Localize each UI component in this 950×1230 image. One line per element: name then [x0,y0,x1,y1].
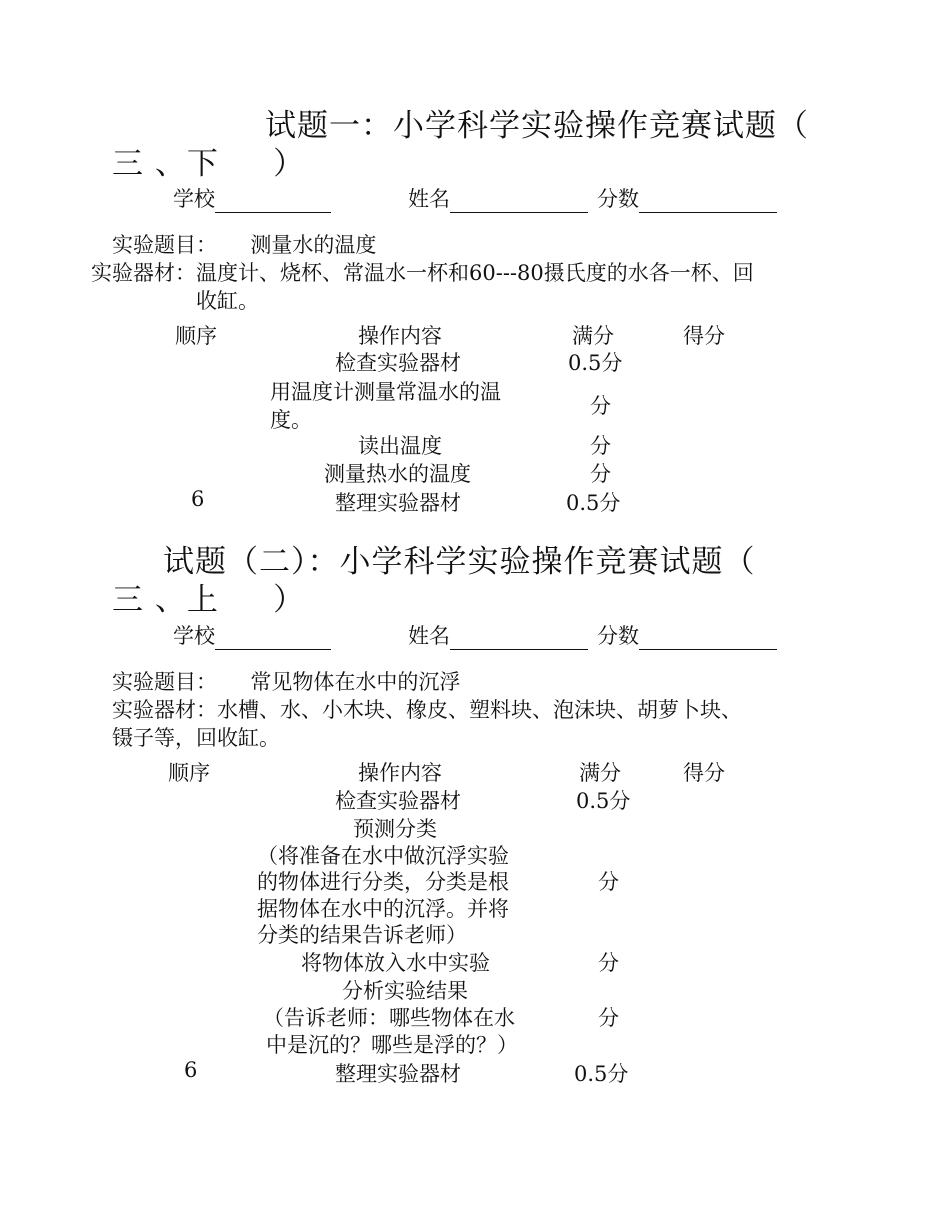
row-full-score: 0.5分 [566,491,621,515]
row-content-line4: 据物体在水中的沉浮。并将 [257,897,509,921]
row-content: 将物体放入水中实验 [301,951,490,975]
score-label: 分数 [597,624,639,648]
row-content: 检查实验器材 [335,351,461,375]
header-content: 操作内容 [358,761,442,785]
school-label: 学校 [173,187,215,211]
row-content-line3: 中是沉的？哪些是浮的？） [266,1033,518,1057]
name-field-2[interactable] [408,620,588,650]
section-1-title-line2: 三 、下 ） [112,146,306,182]
experiment-topic-1: 实验题目： 测量水的温度 [112,233,377,257]
row-full-score: 分 [598,870,619,894]
row-content: 整理实验器材 [335,491,461,515]
experiment-topic-2: 实验题目： 常见物体在水中的沉浮 [112,670,461,694]
name-blank[interactable] [450,188,588,213]
materials-line1-1: 实验器材：温度计、烧杯、常温水一杯和60---80摄氏度的水各一杯、回 [91,261,754,285]
row-content: 读出温度 [358,434,442,458]
row-full-score: 分 [590,462,611,486]
school-field-2[interactable] [173,620,331,650]
row-order: 6 [191,487,205,511]
section-1-title-line1: 试题一：小学科学实验操作竞赛试题（ [265,108,809,144]
school-label: 学校 [173,624,215,648]
row-full-score: 分 [598,951,619,975]
header-order: 顺序 [175,324,217,348]
row-full-score: 0.5分 [574,1062,629,1086]
section-2-title-line1: 试题（二）：小学科学实验操作竞赛试题（ [163,544,756,580]
score-field-1[interactable] [597,183,777,213]
score-blank[interactable] [639,188,777,213]
row-full-score: 分 [590,394,611,418]
name-field-1[interactable] [408,183,588,213]
row-full-score: 0.5分 [568,351,623,375]
row-content: 测量热水的温度 [324,462,471,486]
score-blank[interactable] [639,625,777,650]
row-content-line3: 的物体进行分类，分类是根 [257,870,509,894]
header-order: 顺序 [168,761,210,785]
name-label: 姓名 [408,187,450,211]
header-full-score: 满分 [572,324,614,348]
section-2-title-line2: 三 、上 ） [112,582,306,618]
header-full-score: 满分 [579,761,621,785]
header-got-score: 得分 [683,324,725,348]
row-content-line2: 度。 [270,408,312,432]
row-content: 检查实验器材 [335,789,461,813]
row-content-line1: 用温度计测量常温水的温 [270,380,501,404]
row-content-line1: 分析实验结果 [342,979,468,1003]
school-blank[interactable] [215,188,331,213]
score-field-2[interactable] [597,620,777,650]
row-content-line2: （告诉老师：哪些物体在水 [263,1006,515,1030]
row-full-score: 0.5分 [576,789,631,813]
name-label: 姓名 [408,624,450,648]
row-content-line1: 预测分类 [353,817,437,841]
header-content: 操作内容 [358,324,442,348]
row-content: 整理实验器材 [335,1062,461,1086]
header-got-score: 得分 [683,761,725,785]
row-content-line2: （将准备在水中做沉浮实验 [257,844,509,868]
row-order: 6 [184,1058,198,1082]
score-label: 分数 [597,187,639,211]
row-full-score: 分 [590,434,611,458]
school-field-1[interactable] [173,183,331,213]
materials-line1-2: 实验器材：水槽、水、小木块、橡皮、塑料块、泡沫块、胡萝卜块、 [112,698,742,722]
materials-line2-1: 收缸。 [196,289,259,313]
school-blank[interactable] [215,625,331,650]
row-full-score: 分 [598,1006,619,1030]
name-blank[interactable] [450,625,588,650]
row-content-line5: 分类的结果告诉老师） [257,923,467,947]
materials-line2-2: 镊子等，回收缸。 [112,726,280,750]
